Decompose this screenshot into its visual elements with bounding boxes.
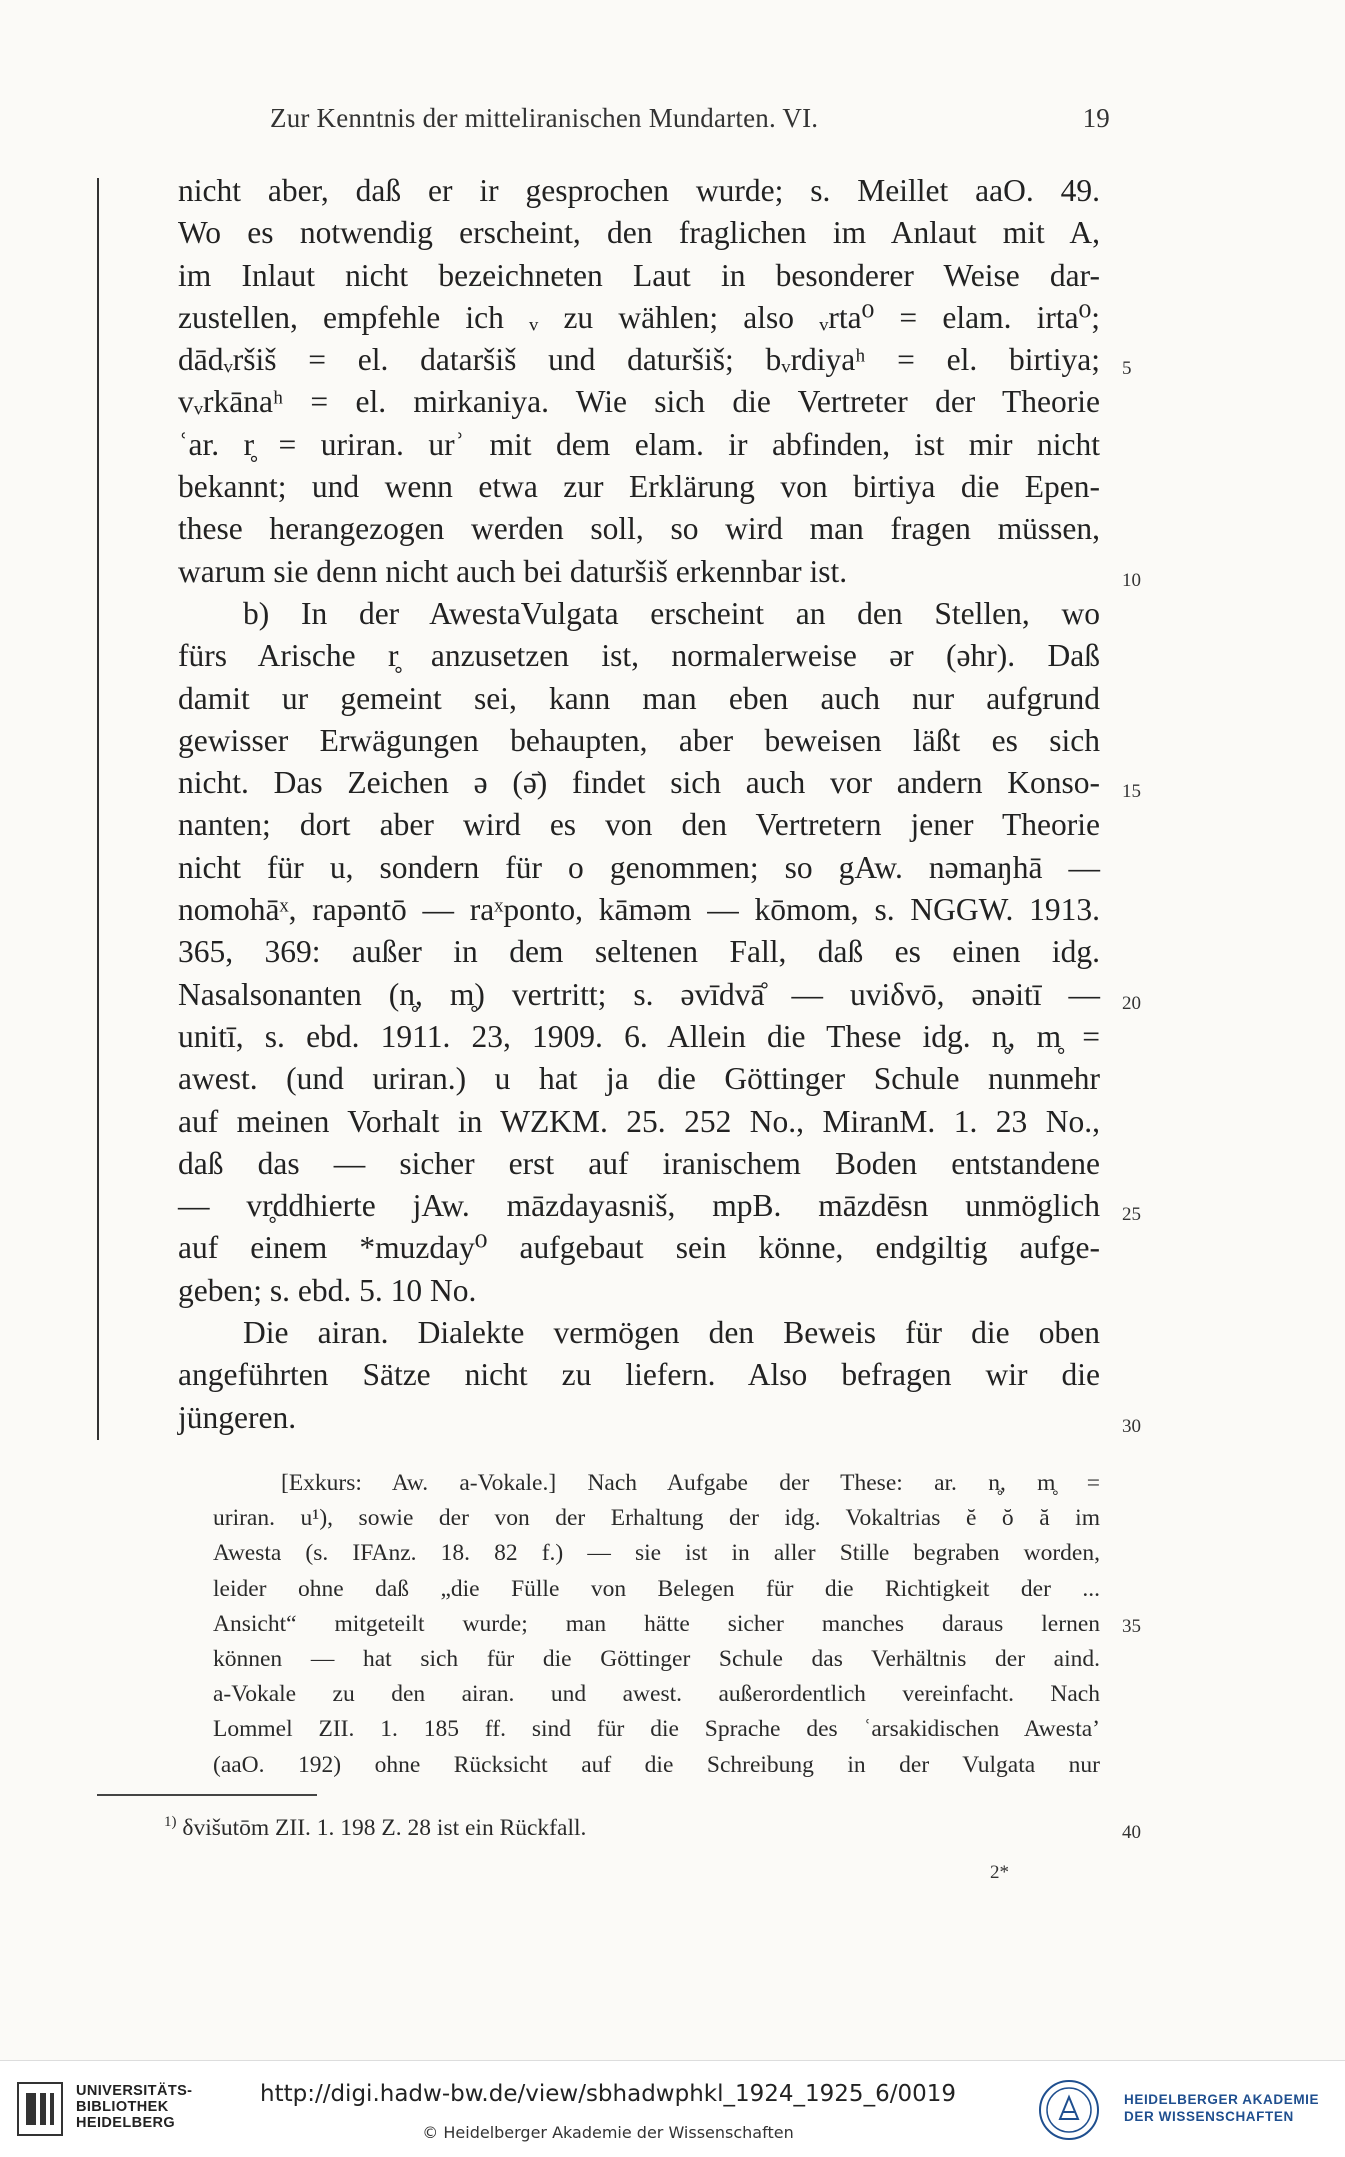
text-line: nicht aber, daß er ir gesprochen wurde; s. Meillet aaO. 49.	[178, 173, 1100, 208]
text-line: Die airan. Dialekte vermögen den Beweis für die oben	[243, 1315, 1100, 1351]
text-line: zustellen, empfehle ich ᵥ zu wählen; also ᵥrta⁰ = elam. irta⁰;	[178, 299, 1100, 335]
text-line: nanten; dort aber wird es von den Vertretern jener Theorie	[178, 807, 1100, 843]
line-number: 10	[1122, 570, 1141, 591]
text-line: auf einem *muzday⁰ aufgebaut sein könne, endgiltig aufge-	[178, 1230, 1100, 1266]
text-line: geben; s. ebd. 5. 10 No.	[178, 1272, 477, 1308]
text-line: auf meinen Vorhalt in WZKM. 25. 252 No., MiranM. 1. 23 No.,	[178, 1103, 1100, 1139]
text-line: awest. (und uriran.) u hat ja die Göttinger Schule nunmehr	[178, 1061, 1100, 1097]
running-header	[270, 103, 1110, 134]
text-line: jüngeren.	[178, 1399, 297, 1435]
text-line: — vr̥ddhierte jAw. māzdayasniš, mpB. māzdēsn unmöglich	[178, 1188, 1100, 1224]
text-line: bekannt; und wenn etwa zur Erklärung von birtiya die Epen-	[178, 469, 1100, 505]
text-line: 365, 369: außer in dem seltenen Fall, daß es einen idg.	[178, 934, 1100, 970]
exkurs-paragraph	[213, 1466, 1100, 1783]
exkurs-line: uriran. u¹), sowie der von der Erhaltung der idg. Vokaltrias ĕ ŏ ă im	[213, 1505, 1100, 1532]
line-number: 5	[1122, 358, 1132, 379]
text-line: fürs Arische r̥ anzusetzen ist, normalerweise ər (əhr). Daß	[178, 638, 1100, 674]
text-line: nicht für u, sondern für o genommen; so gAw. nəmaŋhā —	[178, 849, 1100, 885]
text-line: unitī, s. ebd. 1911. 23, 1909. 6. Allein die These idg. n̥, m̥ =	[178, 1018, 1100, 1054]
text-line: ʿar. r̥ = uriran. urʾ mit dem elam. ir abfinden, ist mir nicht	[178, 426, 1100, 462]
text-line: nicht. Das Zeichen ə (ə̄) findet sich auch vor andern Konso-	[178, 765, 1100, 801]
exkurs-line: können — hat sich für die Göttinger Schule das Verhältnis der aind.	[213, 1645, 1100, 1672]
text-line: nomohāˣ, rapəntō — raˣponto, kāməm — kōmom, s. NGGW. 1913.	[178, 892, 1100, 928]
footnote-text: δvišutōm ZII. 1. 198 Z. 28 ist ein Rückfall.	[182, 1814, 587, 1841]
text-line: damit ur gemeint sei, kann man eben auch nur aufgrund	[178, 680, 1100, 716]
main-text	[178, 170, 1100, 1439]
text-line: these herangezogen werden soll, so wird man fragen müssen,	[178, 511, 1100, 547]
exkurs-line: Awesta (s. IFAnz. 18. 82 f.) — sie ist in aller Stille begraben worden,	[213, 1540, 1100, 1567]
exkurs-line: Ansicht“ mitgeteilt wurde; man hätte sicher manches daraus lernen	[213, 1610, 1100, 1637]
footnote-rule	[97, 1794, 317, 1796]
text-line: Wo es notwendig erscheint, den fraglichen im Anlaut mit A,	[178, 215, 1100, 251]
signature-mark: 2*	[990, 1862, 1009, 1883]
margin-rule	[97, 178, 99, 1440]
text-line: vᵥrkānaʰ = el. mirkaniya. Wie sich die Vertreter der Theorie	[178, 384, 1100, 420]
footnote-marker: 1)	[164, 1814, 177, 1830]
academy-name: HEIDELBERGER AKADEMIE DER WISSENSCHAFTEN	[1124, 2092, 1320, 2124]
text-line: b) In der AwestaVulgata erscheint an den Stellen, wo	[243, 595, 1100, 631]
text-line: gewisser Erwägungen behaupten, aber beweisen läßt es sich	[178, 722, 1100, 758]
line-number: 25	[1122, 1204, 1141, 1225]
text-line: warum sie denn nicht auch bei daturšiš erkennbar ist.	[178, 553, 848, 589]
academy-seal-icon	[1038, 2079, 1100, 2141]
line-number: 35	[1122, 1616, 1141, 1637]
copyright-notice: © Heidelberger Akademie der Wissenschaften	[422, 2123, 794, 2142]
text-line: angeführten Sätze nicht zu liefern. Also befragen wir die	[178, 1357, 1100, 1393]
line-number: 40	[1122, 1822, 1141, 1843]
text-line: im Inlaut nicht bezeichneten Laut in besonderer Weise dar-	[178, 257, 1100, 293]
exkurs-line: [Exkurs: Aw. a-Vokale.] Nach Aufgabe der These: ar. n̥, m̥ =	[281, 1470, 1100, 1496]
page-number: 19	[1082, 103, 1110, 133]
text-line: dādᵥršiš = el. dataršiš und daturšiš; bᵥrdiyaʰ = el. birtiya;	[178, 342, 1100, 378]
footnote	[164, 1814, 864, 1842]
exkurs-line: Lommel ZII. 1. 185 ff. sind für die Sprache des ʿarsakidischen Awesta’	[213, 1716, 1100, 1743]
line-number: 20	[1122, 993, 1141, 1014]
university-library-name: UNIVERSITÄTS- BIBLIOTHEK HEIDELBERG	[76, 2083, 193, 2131]
text-line: Nasalsonanten (n̥, m̥) vertritt; s. əvīdvā̊ — uviδvō, ənəitī —	[178, 976, 1100, 1012]
text-line: daß das — sicher erst auf iranischem Boden entstandene	[178, 1145, 1100, 1181]
line-number: 30	[1122, 1416, 1141, 1437]
viewer-footer	[0, 2060, 1345, 2157]
university-library-logo-icon	[16, 2081, 64, 2137]
exkurs-line: (aaO. 192) ohne Rücksicht auf die Schreibung in der Vulgata nur	[213, 1751, 1100, 1778]
permalink-url[interactable]: http://digi.hadw-bw.de/view/sbhadwphkl_1924_1925_6/0019	[260, 2081, 956, 2107]
line-number: 15	[1122, 781, 1141, 802]
exkurs-line: a-Vokale zu den airan. und awest. außerordentlich vereinfacht. Nach	[213, 1681, 1100, 1708]
header-title: Zur Kenntnis der mitteliranischen Mundarten. VI.	[270, 103, 819, 133]
exkurs-line: leider ohne daß „die Fülle von Belegen für die Richtigkeit der ...	[213, 1575, 1100, 1602]
